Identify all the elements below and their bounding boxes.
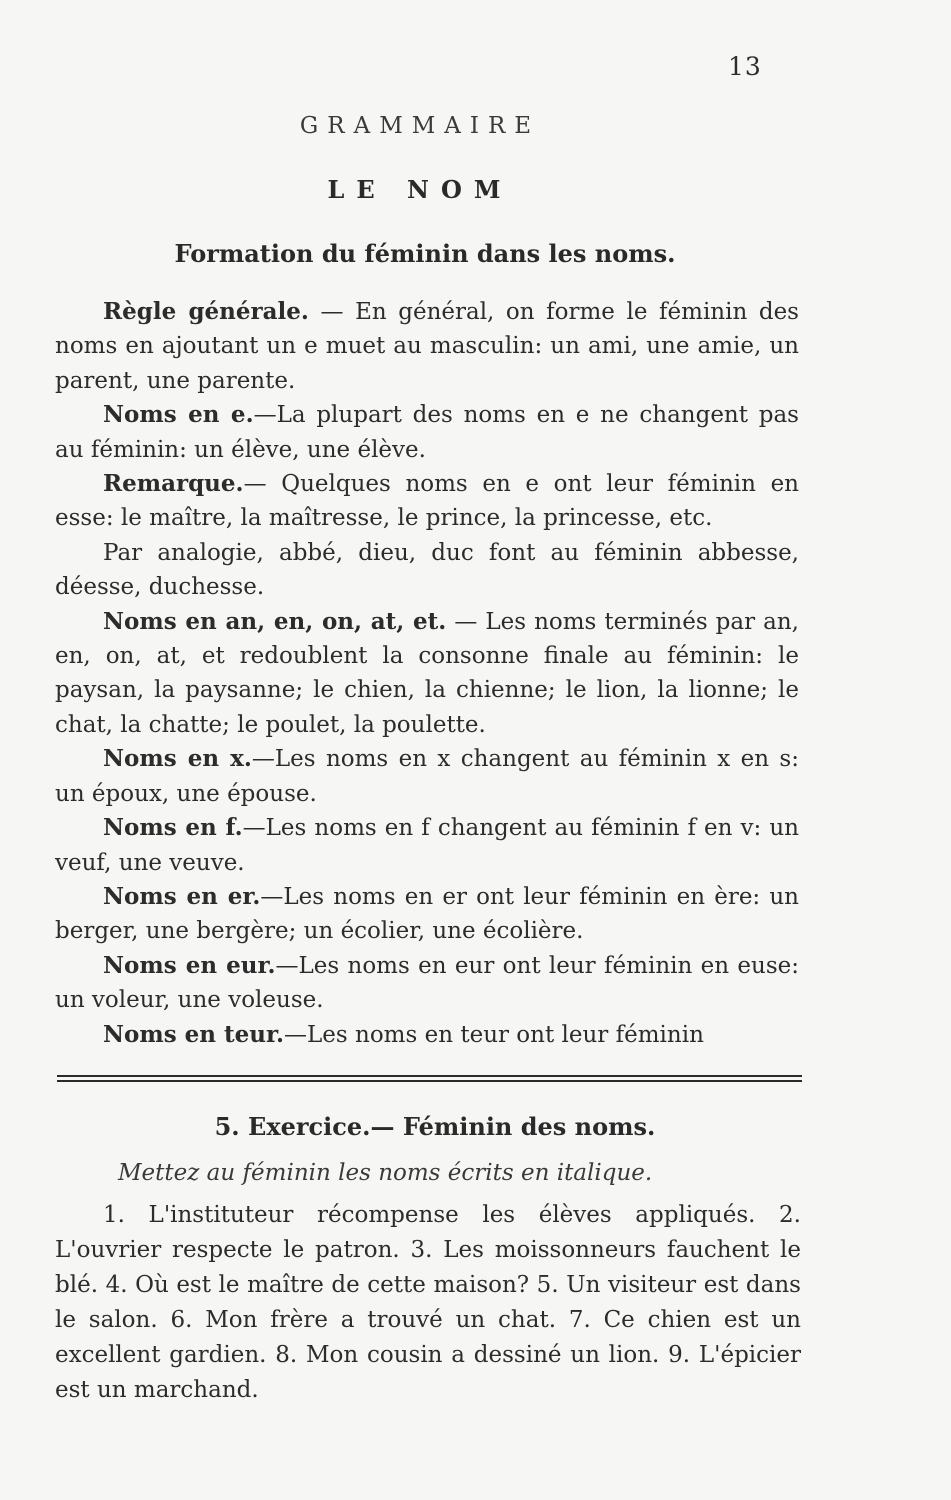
divider-rule [57, 1080, 802, 1082]
rule-text: Par analogie, abbé, dieu, duc font au féminin abbesse, déesse, duchesse. [55, 539, 799, 601]
rule-text: — En général, on forme le féminin des noms en ajoutant un e muet au masculin: un ami, une amie, un parent, une parente. [55, 299, 799, 394]
rule-term: Remarque. [103, 470, 244, 498]
exercise-instruction: Mettez au féminin les noms écrits en italique. [118, 1160, 653, 1186]
exercise-body [55, 1198, 801, 1408]
exercise-text: 1. L'instituteur récompense les élèves appliqués. 2. L'ouvrier respecte le patron. 3. Les moissonneurs fauchent le blé. 4. Où est le maître de cette maison? 5. Un visiteur est dans le salon. 6. Mon frère a trouvé un chat. 7. Ce chien est un excellent gardien. 8. Mon cousin a dessiné un lion. 9. L'épicier est un marchand. [55, 1202, 801, 1403]
rule-text: —Les noms en er ont leur féminin en ère: un berger, une bergère; un écolier, une écolière. [55, 883, 799, 945]
header-title: GRAMMAIRE [299, 113, 541, 139]
rule-term: Noms en teur. [103, 1020, 285, 1048]
rule-text: —Les noms en x changent au féminin x en s: un époux, une épouse. [55, 746, 799, 807]
rule-paragraph [55, 949, 799, 1018]
page-number: 13 [728, 52, 762, 81]
subsection-title: Formation du féminin dans les noms. [174, 239, 676, 268]
rule-paragraph [55, 536, 799, 605]
exercise-title: 5. Exercice.— Féminin des noms. [214, 1112, 656, 1141]
rule-paragraph [55, 880, 799, 949]
rule-text: —Les noms en f changent au féminin f en v: un veuf, une veuve. [55, 815, 799, 876]
rule-paragraph [55, 467, 799, 536]
rule-text: —La plupart des noms en e ne changent pas au féminin: un élève, une élève. [55, 402, 799, 463]
rule-paragraph [55, 295, 799, 398]
rule-text: —Les noms en eur ont leur féminin en euse: un voleur, une voleuse. [55, 952, 799, 1014]
rule-paragraph [55, 1018, 799, 1052]
rule-paragraph [55, 811, 799, 880]
rule-paragraph [55, 605, 799, 743]
rule-text: —Les noms en teur ont leur féminin [284, 1021, 704, 1048]
rule-paragraph [55, 398, 799, 467]
rule-term: Noms en an, en, on, at, et. [103, 607, 447, 635]
rule-term: Noms en e. [103, 401, 254, 429]
rules-body [55, 295, 799, 1052]
rule-term: Règle générale. [103, 298, 309, 325]
section-title: LE NOM [327, 175, 513, 204]
rule-term: Noms en x. [103, 745, 252, 773]
rule-term: Noms en er. [103, 882, 261, 910]
rule-term: Noms en f. [103, 814, 243, 842]
rule-text: — Les noms terminés par an, en, on, at, et redoublent la consonne finale au féminin: le paysan, la paysanne; le chien, la chienne; le lion, la lionne; le chat, la chatte; le poulet, la poulette. [55, 608, 799, 738]
rule-paragraph [55, 742, 799, 811]
rule-term: Noms en eur. [103, 951, 276, 979]
rule-text: — Quelques noms en e ont leur féminin en esse: le maître, la maîtresse, le prince, la princesse, etc. [55, 471, 799, 532]
divider-rule [57, 1075, 802, 1077]
